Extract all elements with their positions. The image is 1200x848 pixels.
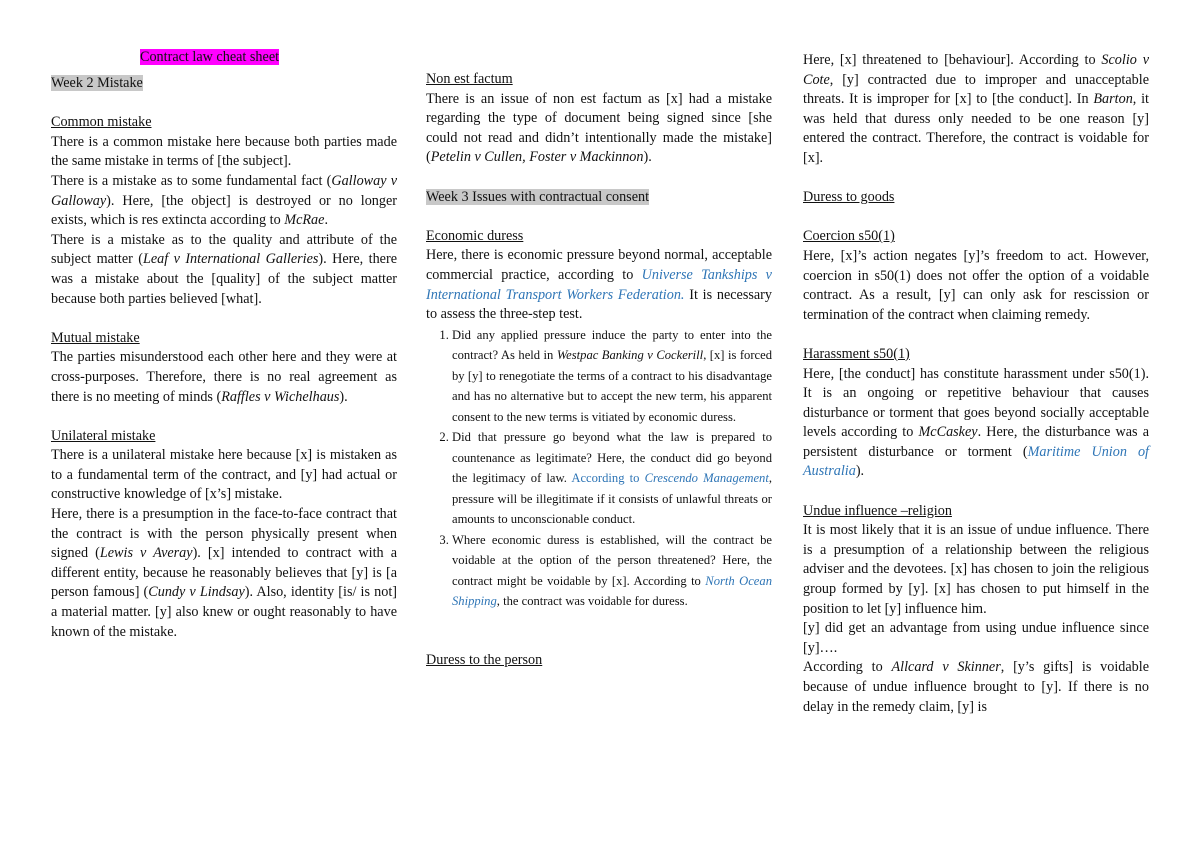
duress-person-p1: Here, [x] threatened to [behaviour]. According to Scolio v Cote, [y] contracted due to improper and unacceptable threats. It is improper for [x] to [the conduct]. In Barton, it was held that duress only needed to be one reason [y] entered the contract. Therefore, the contract is voidable for [x]. [803, 52, 1149, 166]
mutual-mistake-heading: Mutual mistake [51, 329, 140, 346]
undue-influence-heading: Undue influence –religion [803, 502, 952, 519]
undue-influence-p2: [y] did get an advantage from using undue influence since [y]…. [803, 620, 1149, 656]
week3-heading: Week 3 Issues with contractual consent [426, 188, 650, 205]
common-mistake-p3: There is a mistake as to the quality and attribute of the subject matter (Leaf v International Galleries). Here, there was a mistake about the [quality] of the subject matter because both parties believed [what]. [51, 231, 397, 307]
undue-influence-p1: It is most likely that it is an issue of undue influence. There is a presumption of a relationship between the religious adviser and the devotees. [x] has chosen to join the religious group formed by [y]. [x] has chosen to put himself in the position to let [y] influence him. [803, 522, 1149, 617]
unilateral-mistake-p1: There is a unilateral mistake here because [x] is mistaken as to a fundamental term of the contract, and [y] had actual or constructive knowledge of [x’s] mistake. [51, 447, 397, 503]
coercion-p1: Here, [x]’s action negates [y]’s freedom to act. However, coercion in s50(1) does not offer the option of a voidable contract. As a result, [y] can only ask for rescission or termination of the contract when claiming remedy. [803, 247, 1149, 323]
harassment-heading: Harassment s50(1) [803, 345, 910, 362]
non-est-factum-heading: Non est factum [426, 71, 513, 87]
common-mistake-heading: Common mistake [51, 114, 152, 131]
column-3 [803, 51, 1149, 717]
economic-duress-p1: Here, there is economic pressure beyond normal, acceptable commercial practice, according to Universe Tankships v International Transport Workers Federation. It is necessary to assess the three-step test. [426, 247, 772, 323]
week2-heading: Week 2 Mistake [51, 75, 143, 91]
duress-goods-heading: Duress to goods [803, 189, 895, 206]
page-title: Contract law cheat sheet [140, 49, 280, 65]
three-step-test-list [426, 325, 772, 612]
coercion-heading: Coercion s50(1) [803, 228, 895, 245]
undue-influence-p3: According to Allcard v Skinner, [y’s gifts] is voidable because of undue influence brought to [y]. If there is no delay in the remedy claim, [y] is [803, 659, 1149, 715]
list-item: 3. Where economic duress is established, will the contract be voidable at the option of the person threatened? Here, the contract might be voidable by [x]. According to North Ocean Shipping, the contract was voidable for duress. [452, 530, 772, 612]
column-1 [51, 48, 397, 642]
non-est-factum-p1: There is an issue of non est factum as [x] had a mistake regarding the type of document being signed since [she could not read and didn’t intentionally made the mistake] (Petelin v Cullen, Foster v Mackinnon). [426, 90, 772, 166]
list-item: 2. Did that pressure go beyond what the law is prepared to countenance as legitimate? Here, the conduct did go beyond the legitimacy of law. According to Crescendo Management, pressure will be illegitimate if it consists of unlawful threats or amounts to unconscionable conduct. [452, 427, 772, 530]
unilateral-mistake-heading: Unilateral mistake [51, 427, 156, 444]
mutual-mistake-p1: The parties misunderstood each other here and they were at cross-purposes. Therefore, there is no real agreement as there is no meeting of minds (Raffles v Wichelhaus). [51, 349, 397, 405]
unilateral-mistake-p2: Here, there is a presumption in the face-to-face contract that the contract is with the person physically present when signed (Lewis v Averay). [x] intended to contract with a different entity, because he reasonably believes that [y] is [a person famous] (Cundy v Lindsay). Also, identity [is/ is not] a material matter. [y] also knew or ought reasonably to have known of the mistake. [51, 506, 397, 640]
column-2 [426, 70, 772, 671]
title-line [51, 48, 397, 74]
list-item: 1. Did any applied pressure induce the party to enter into the contract? As held in Westpac Banking v Cockerill, [x] is forced by [y] to renegotiate the terms of a contract to his disadvantage and has no alternative but to accept the new term, his apparent consent to the new terms is vitiated by economic duress. [452, 325, 772, 428]
common-mistake-p2: There is a mistake as to some fundamental fact (Galloway v Galloway). Here, [the object] is destroyed or no longer exists, which is res extincta according to McRae. [51, 172, 397, 229]
economic-duress-heading: Economic duress [426, 227, 524, 244]
common-mistake-p1: There is a common mistake here because both parties made the same mistake in terms of [the subject]. [51, 133, 397, 170]
duress-person-heading: Duress to the person [426, 651, 543, 668]
harassment-p1: Here, [the conduct] has constitute harassment under s50(1). It is an ongoing or repetitive behaviour that causes disturbance or torment that goes beyond socially acceptable levels according to McCaskey. Here, the disturbance was a persistent disturbance or torment (Maritime Union of Australia). [803, 365, 1150, 480]
